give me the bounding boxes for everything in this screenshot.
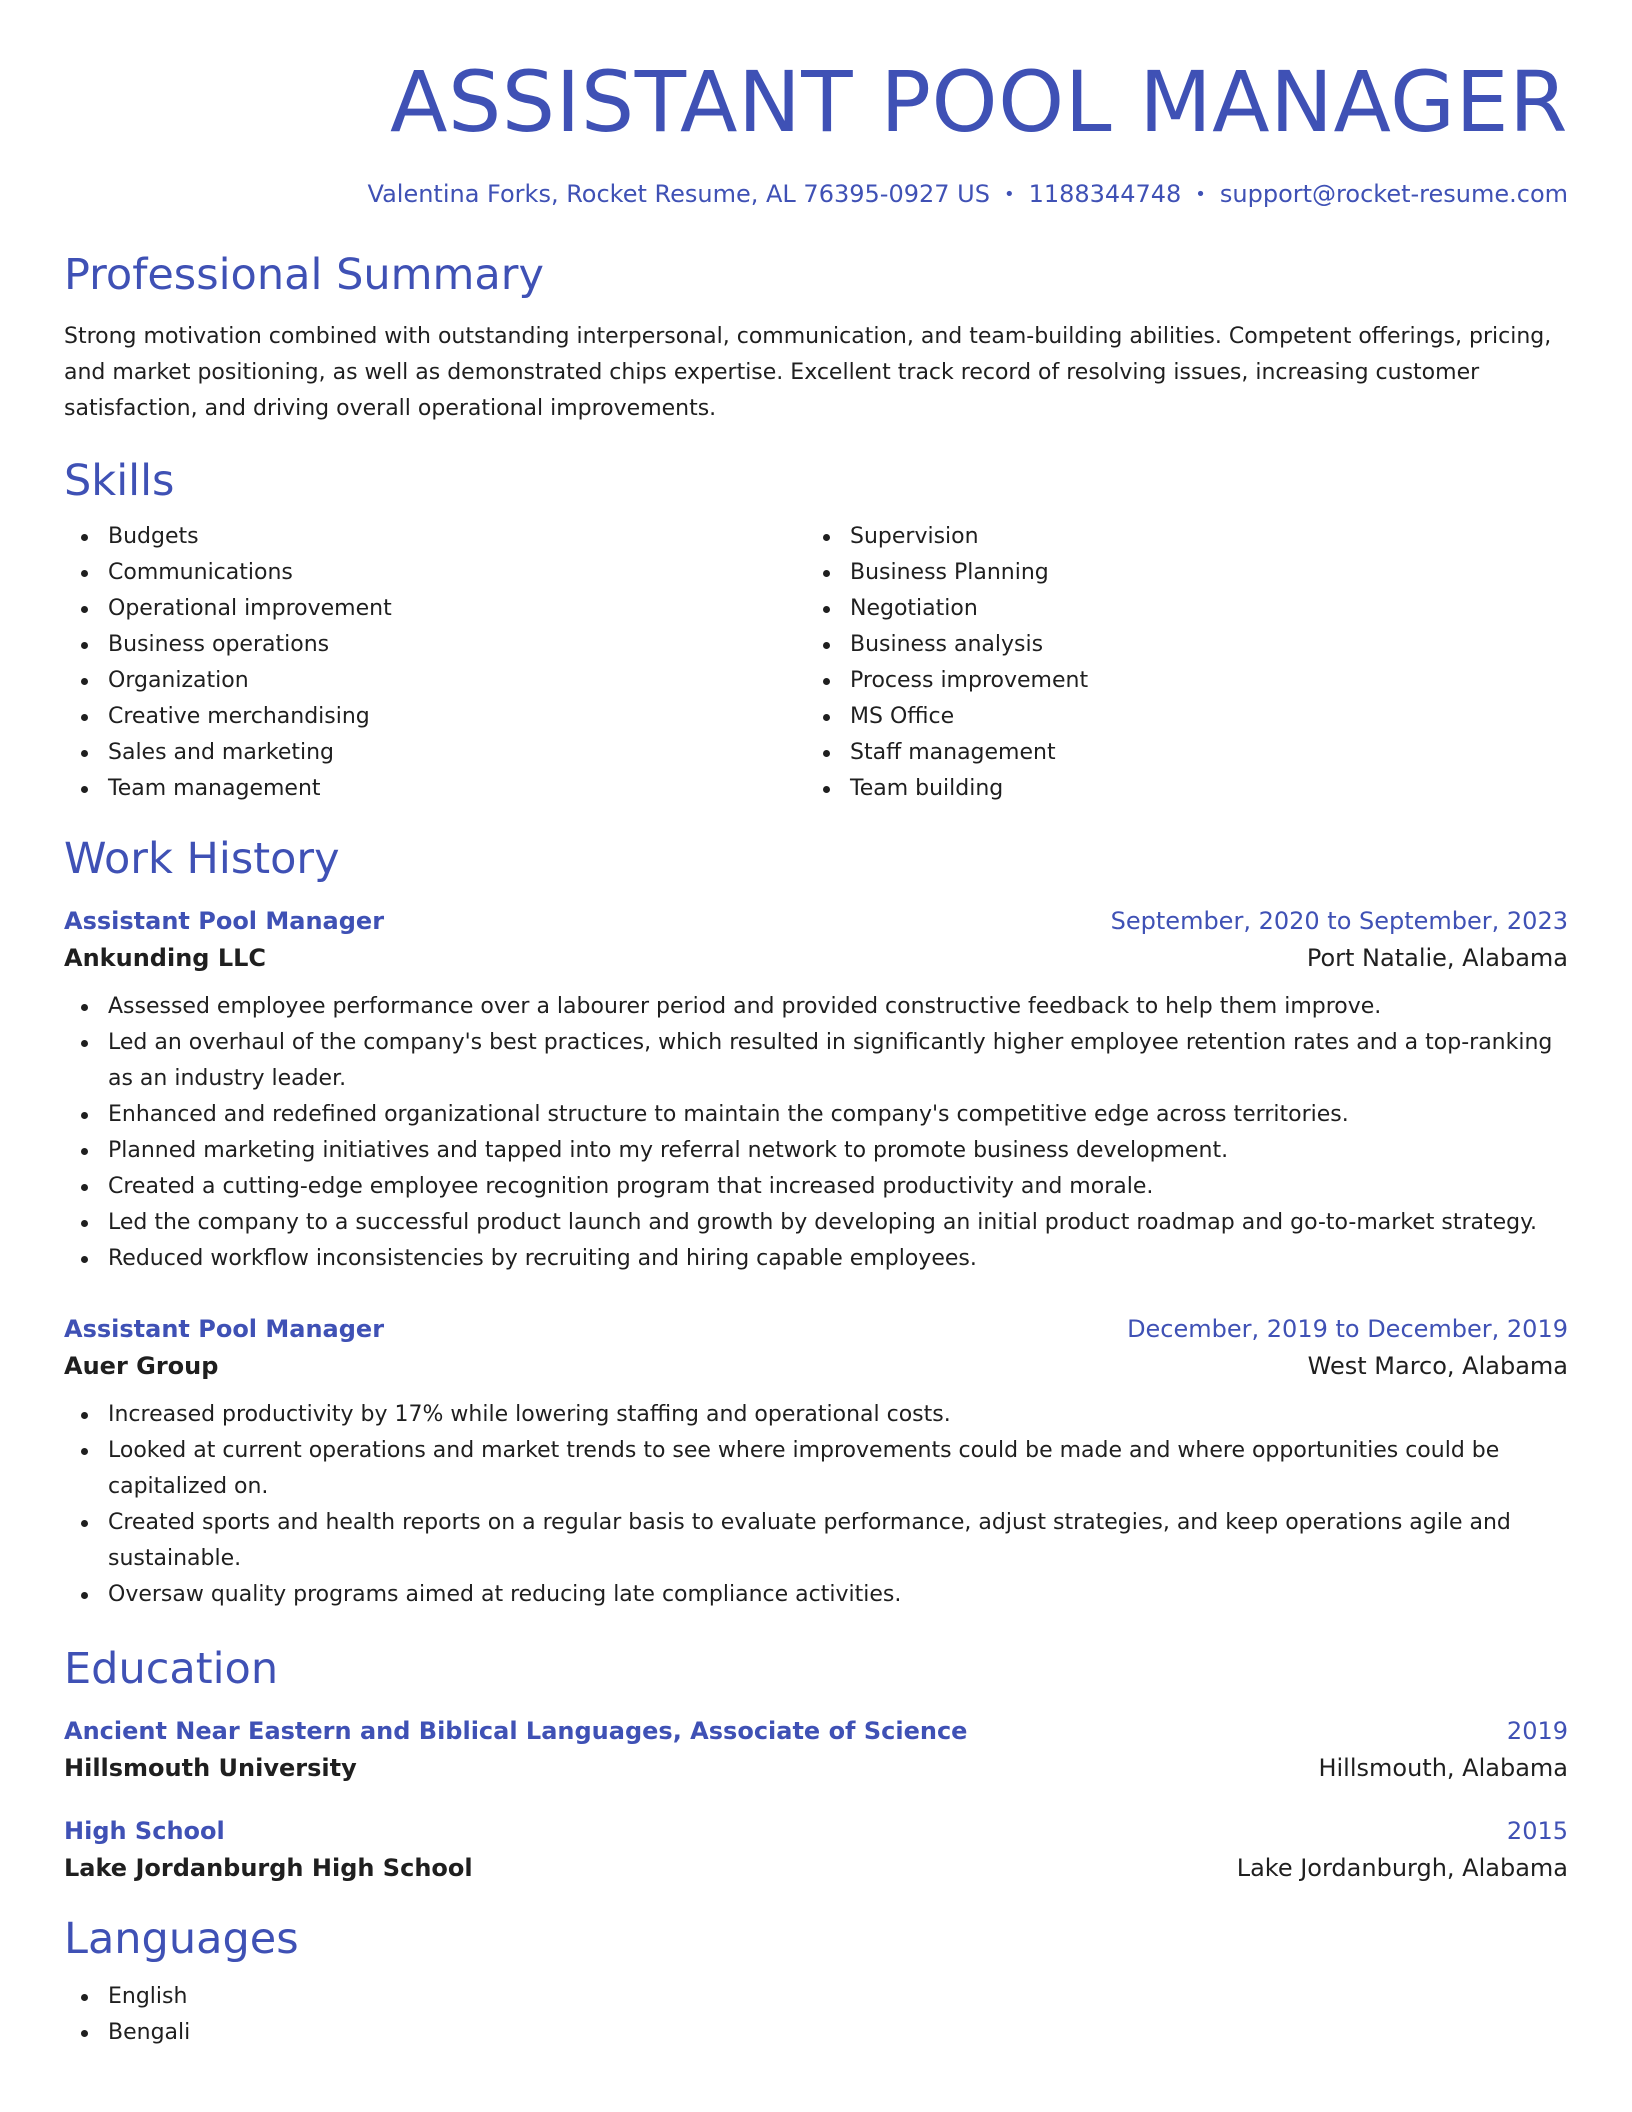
job-location: West Marco, Alabama [1307,1352,1568,1380]
education-year: 2019 [1506,1717,1568,1745]
job-title: Assistant Pool Manager [64,907,385,935]
job-company-row [64,1347,1568,1385]
job-bullet: Assessed employee performance over a labourer period and provided constructive feedback to help them improve. [64,989,1568,1025]
education-degree-row [64,1813,1568,1849]
contact-email[interactable]: support@rocket-resume.com [1219,180,1568,208]
job-bullet: Oversaw quality programs aimed at reducing late compliance activities. [64,1577,1568,1613]
section-title-skills: Skills [64,456,175,506]
skills-list-right [806,519,1548,807]
education-location: Hillsmouth, Alabama [1318,1754,1568,1782]
summary-text: Strong motivation combined with outstanding interpersonal, communication, and team-building abilities. Competent offerings, pricing, and market positioning, as well as demonstrated chips expertise. Excellent track record of resolving issues, increasing customer satisfaction, and driving overall operational improvements. [64,324,1552,421]
skill-item: Team building [806,771,1548,807]
contact-separator: • [1003,184,1015,205]
job-dates: December, 2019 to December, 2019 [1127,1315,1568,1343]
contact-line [64,178,1568,211]
skill-item: Process improvement [806,663,1548,699]
job-title: Assistant Pool Manager [64,1315,385,1343]
job-bullets [64,1397,1568,1613]
skill-item: Supervision [806,519,1548,555]
education-school: Hillsmouth University [64,1754,357,1782]
education-year: 2015 [1506,1817,1568,1845]
skill-item: Business operations [64,627,806,663]
job-entry [64,1311,1568,1613]
skill-item: Creative merchandising [64,699,806,735]
education-degree: Ancient Near Eastern and Biblical Languages, Associate of Science [64,1717,968,1745]
education-entry [64,1813,1568,1887]
job-company: Ankunding LLC [64,944,267,972]
job-location: Port Natalie, Alabama [1306,944,1568,972]
job-bullet: Looked at current operations and market trends to see where improvements could be made and where opportunities could be capitalized on. [64,1433,1568,1505]
skill-item: MS Office [806,699,1548,735]
job-bullet: Created a cutting-edge employee recognition program that increased productivity and morale. [64,1169,1568,1205]
education-degree: High School [64,1817,225,1845]
section-title-education: Education [64,1644,279,1694]
resume-page [64,0,1568,2051]
language-item: English [64,1979,1568,2015]
contact-phone: 1188344748 [1028,180,1182,208]
skill-item: Business analysis [806,627,1548,663]
education-school: Lake Jordanburgh High School [64,1854,473,1882]
job-company: Auer Group [64,1352,219,1380]
education-degree-row [64,1713,1568,1749]
resume-name: ASSISTANT POOL MANAGER [390,53,1568,151]
job-bullet: Led the company to a successful product launch and growth by developing an initial product roadmap and go-to-market strategy. [64,1205,1568,1241]
skill-item: Organization [64,663,806,699]
job-title-row [64,1311,1568,1347]
skill-item: Sales and marketing [64,735,806,771]
education-entry [64,1713,1568,1787]
education-school-row [64,1849,1568,1887]
job-bullet: Enhanced and redefined organizational structure to maintain the company's competitive edge across territories. [64,1097,1568,1133]
job-entry [64,903,1568,1277]
job-company-row [64,939,1568,977]
skill-item: Team management [64,771,806,807]
education-school-row [64,1749,1568,1787]
skill-item: Operational improvement [64,591,806,627]
summary-section [64,247,1568,427]
section-title-languages: Languages [64,1914,299,1964]
section-title-work-history: Work History [64,834,340,884]
job-dates: September, 2020 to September, 2023 [1110,907,1568,935]
job-bullet: Led an overhaul of the company's best practices, which resulted in significantly higher employee retention rates and a top-ranking as an industry leader. [64,1025,1568,1097]
language-item: Bengali [64,2015,1568,2051]
section-title-summary: Professional Summary [64,250,544,300]
job-bullets [64,989,1568,1277]
job-bullet: Planned marketing initiatives and tapped into my referral network to promote business development. [64,1133,1568,1169]
contact-address: Valentina Forks, Rocket Resume, AL 76395-0927 US [367,180,990,208]
work-history-section [64,831,1568,1613]
skills-columns [64,519,1568,807]
job-bullet: Created sports and health reports on a regular basis to evaluate performance, adjust strategies, and keep operations agile and sustainable. [64,1505,1568,1577]
skill-item: Budgets [64,519,806,555]
education-location: Lake Jordanburgh, Alabama [1236,1854,1568,1882]
languages-list [64,1979,1568,2051]
skills-list-left [64,519,806,807]
skill-item: Negotiation [806,591,1548,627]
contact-separator: • [1195,184,1206,205]
skills-section [64,453,1568,807]
skill-item: Communications [64,555,806,591]
job-bullet: Reduced workflow inconsistencies by recruiting and hiring capable employees. [64,1241,1568,1277]
job-title-row [64,903,1568,939]
job-bullet: Increased productivity by 17% while lowering staffing and operational costs. [64,1397,1568,1433]
languages-section [64,1911,1568,2051]
education-section [64,1641,1568,1887]
resume-header [64,0,1568,211]
skill-item: Staff management [806,735,1548,771]
skill-item: Business Planning [806,555,1548,591]
